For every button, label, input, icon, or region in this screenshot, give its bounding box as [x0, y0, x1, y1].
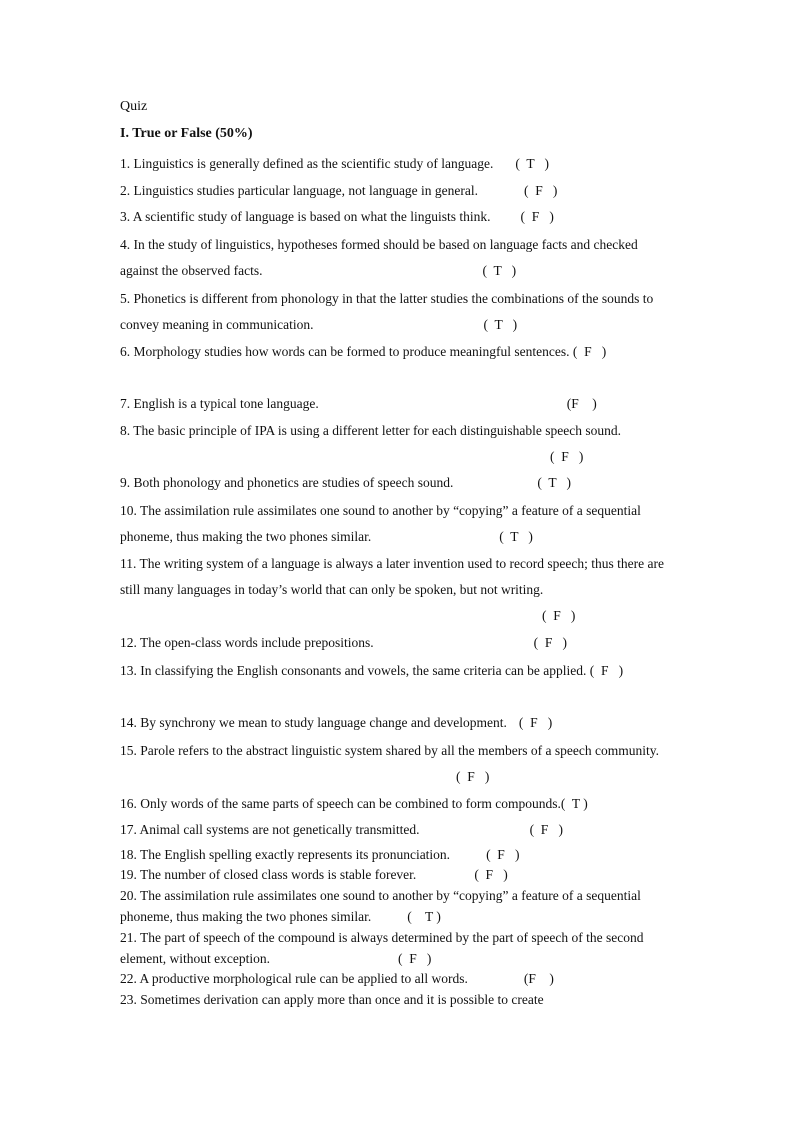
question-item [120, 886, 676, 928]
question-text: 19. The number of closed class words is stable forever. [120, 867, 417, 882]
question-item [120, 151, 676, 177]
question-item [120, 339, 676, 365]
answer-mark: ( F ) [542, 608, 576, 623]
question-text: 12. The open-class words include prepositions. [120, 635, 374, 650]
answer-mark: ( F ) [529, 822, 563, 837]
question-item [120, 738, 676, 790]
question-text: 9. Both phonology and phonetics are studies of speech sound. [120, 475, 454, 490]
answer-mark: ( F ) [589, 663, 624, 678]
page-title: Quiz [120, 99, 148, 114]
question-item [120, 658, 676, 684]
answer-mark: (F ) [523, 971, 554, 986]
answer-mark: ( T ) [483, 317, 518, 332]
answer-mark: ( F ) [550, 449, 584, 464]
question-text: 10. The assimilation rule assimilates one sound to another by “copying” a feature of a sequential phoneme, thus making the two phones similar. [120, 503, 641, 544]
answer-mark: ( F ) [397, 950, 432, 966]
answer-mark: ( T ) [482, 263, 517, 278]
question-text: 21. The part of speech of the compound is always determined by the part of speech of the second element, without exception. [120, 930, 644, 966]
answer-mark: ( T ) [560, 796, 588, 811]
question-item [120, 232, 676, 284]
question-text: 15. Parole refers to the abstract linguistic system shared by all the members of a speech community. [120, 743, 659, 758]
question-item [120, 551, 676, 629]
question-text: 17. Animal call systems are not genetically transmitted. [120, 822, 420, 837]
question-text: 5. Phonetics is different from phonology in that the latter studies the combinations of the sounds to convey meaning in communication. [120, 291, 654, 332]
question-item [120, 498, 676, 550]
answer-mark: ( T ) [537, 475, 571, 490]
answer-mark: ( F ) [518, 715, 553, 730]
section-heading: I. True or False (50%) [120, 126, 253, 141]
question-text: 16. Only words of the same parts of speech can be combined to form compounds. [120, 796, 561, 811]
question-text: 2. Linguistics studies particular language, not language in general. [120, 183, 479, 198]
question-item [120, 990, 676, 1011]
question-item [120, 418, 676, 470]
question-text: 23. Sometimes derivation can apply more than once and it is possible to create [120, 992, 544, 1007]
question-text: 18. The English spelling exactly represents its pronunciation. [120, 847, 451, 862]
question-text: 13. In classifying the English consonants and vowels, the same criteria can be applied. [120, 663, 587, 678]
question-text: 22. A productive morphological rule can be applied to all words. [120, 971, 468, 986]
answer-mark: ( F ) [456, 769, 490, 784]
question-text: 14. By synchrony we mean to study language change and development. [120, 715, 507, 730]
question-text: 1. Linguistics is generally defined as the scientific study of language. [120, 156, 494, 171]
question-text: 6. Morphology studies how words can be formed to produce meaningful sentences. [120, 344, 570, 359]
question-item [120, 286, 676, 338]
question-text: 11. The writing system of a language is always a later invention used to record speech; thus there are still many languages in today’s world that can only be spoken, but not writing. [120, 556, 664, 597]
question-item [120, 391, 676, 417]
answer-mark: ( T ) [499, 529, 533, 544]
answer-mark: ( F ) [520, 209, 554, 224]
question-text: 4. In the study of linguistics, hypotheses formed should be based on language facts and checked against the observed facts. [120, 237, 638, 278]
answer-mark: ( F ) [533, 635, 567, 650]
answer-mark: ( F ) [486, 847, 520, 862]
question-text: 3. A scientific study of language is based on what the linguists think. [120, 209, 491, 224]
answer-mark: ( T ) [515, 156, 550, 171]
question-item [120, 969, 676, 990]
question-item [120, 178, 676, 204]
question-item [120, 845, 676, 866]
question-item [120, 865, 676, 886]
question-item [120, 710, 676, 736]
question-text: 7. English is a typical tone language. [120, 396, 319, 411]
question-item [120, 791, 676, 817]
answer-mark: ( T ) [407, 908, 441, 924]
question-text: 20. The assimilation rule assimilates one sound to another by “copying” a feature of a sequential phoneme, thus making the two phones similar. [120, 888, 641, 924]
answer-mark: ( F ) [524, 183, 558, 198]
question-item [120, 817, 676, 843]
question-item [120, 928, 676, 970]
answer-mark: (F ) [566, 396, 597, 411]
question-text: 8. The basic principle of IPA is using a different letter for each distinguishable speech sound. [120, 423, 622, 438]
answer-mark: ( F ) [572, 344, 607, 359]
question-item [120, 204, 676, 230]
question-item [120, 630, 676, 656]
question-item [120, 470, 676, 496]
answer-mark: ( F ) [474, 867, 508, 882]
